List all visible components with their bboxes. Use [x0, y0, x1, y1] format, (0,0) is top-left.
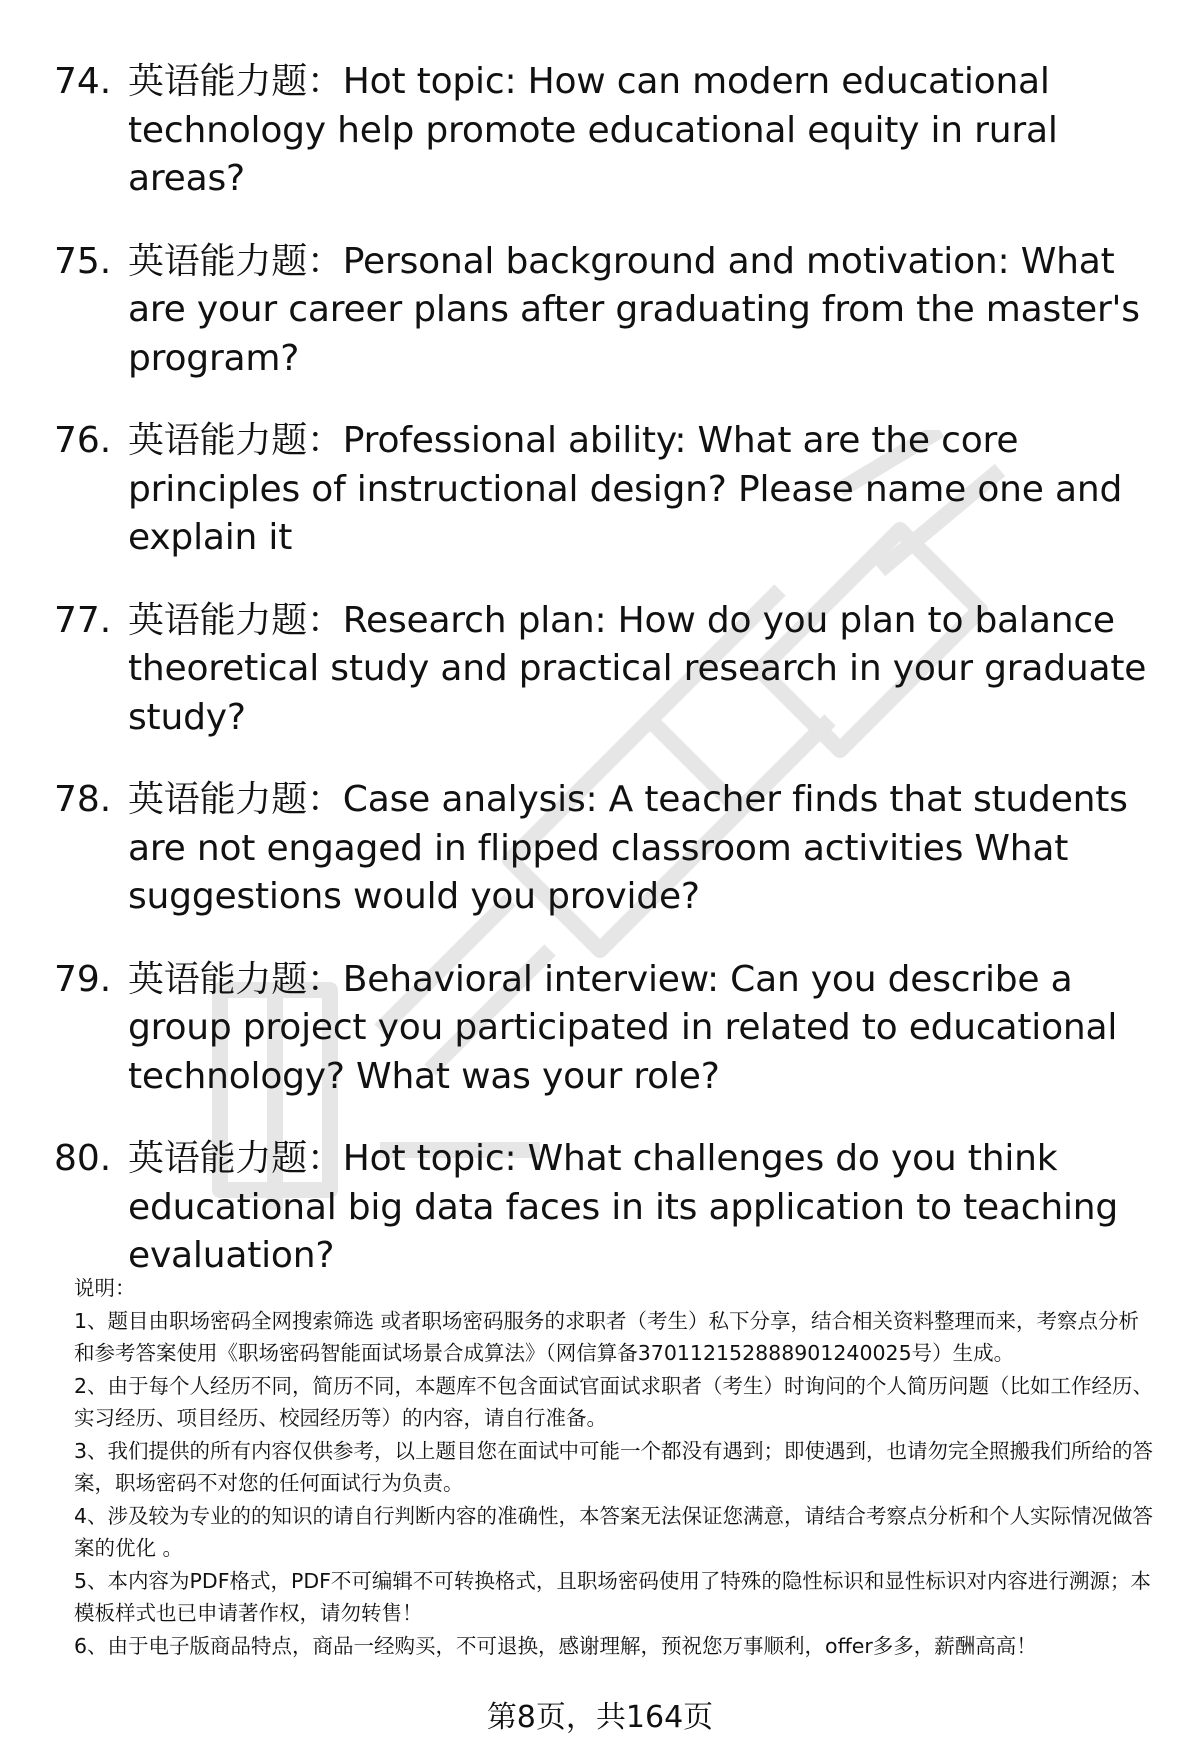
- page-number: 第8页，共164页: [486, 1700, 714, 1735]
- question-text: 英语能力题：Behavioral interview: Can you describe a group project you participated in related to educational technology? What was your role?: [128, 958, 1118, 1097]
- note-item: 1、题目由职场密码全网搜索筛选 或者职场密码服务的求职者（考生）私下分享，结合相关资料整理而来，考察点分析和参考答案使用《职场密码智能面试场景合成算法》（网信算备370112152888901240025号）生成。: [74, 1308, 1140, 1365]
- notes-section: [74, 1272, 1159, 1662]
- question-item: [54, 597, 1174, 743]
- question-item: [54, 417, 1174, 563]
- question-number: 78.: [54, 779, 112, 820]
- question-text: 英语能力题：Hot topic: How can modern educational technology help promote educational equity in rural areas?: [128, 61, 1058, 199]
- note-item: 4、涉及较为专业的的知识的请自行判断内容的准确性，本答案无法保证您满意，请结合考察点分析和个人实际情况做答案的优化 。: [74, 1503, 1154, 1560]
- note-item: 5、本内容为PDF格式，PDF不可编辑不可转换格式，且职场密码使用了特殊的隐性标识和显性标识对内容进行溯源；本模板样式也已申请著作权，请勿转售！: [74, 1568, 1151, 1625]
- question-item: [54, 58, 1174, 204]
- question-number: 74.: [54, 61, 112, 102]
- question-text: 英语能力题：Professional ability: What are the core principles of instructional design? Please name one and explain it: [128, 420, 1123, 558]
- question-text: 英语能力题：Personal background and motivation: What are your career plans after graduating from the master's program?: [128, 240, 1140, 379]
- question-list: [54, 58, 1174, 1315]
- note-item: 2、由于每个人经历不同，简历不同，本题库不包含面试官面试求职者（考生）时询问的个人简历问题（比如工作经历、实习经历、项目经历、校园经历等）的内容，请自行准备。: [74, 1373, 1154, 1430]
- question-item: [54, 1135, 1174, 1281]
- question-number: 76.: [54, 420, 112, 461]
- question-item: [54, 238, 1174, 384]
- question-item: [54, 776, 1174, 922]
- question-text: 英语能力题：Research plan: How do you plan to balance theoretical study and practical research in your graduate study?: [128, 599, 1147, 738]
- question-number: 77.: [54, 599, 112, 641]
- note-item: 6、由于电子版商品特点，商品一经购买，不可退换，感谢理解，预祝您万事顺利，offer多多，薪酬高高！: [74, 1633, 1037, 1658]
- question-number: 80.: [54, 1138, 112, 1179]
- note-item: 3、我们提供的所有内容仅供参考，以上题目您在面试中可能一个都没有遇到；即使遇到，也请勿完全照搬我们所给的答案，职场密码不对您的任何面试行为负责。: [74, 1438, 1154, 1495]
- question-text: 英语能力题：Case analysis: A teacher finds that students are not engaged in flipped classroom activities What suggestions would you provide?: [128, 779, 1128, 917]
- question-text: 英语能力题：Hot topic: What challenges do you think educational big data faces in its application to teaching evaluation?: [128, 1138, 1119, 1276]
- notes-heading: 说明：: [74, 1276, 136, 1300]
- question-number: 79.: [54, 958, 112, 1000]
- question-item: [54, 956, 1174, 1102]
- question-number: 75.: [54, 240, 112, 282]
